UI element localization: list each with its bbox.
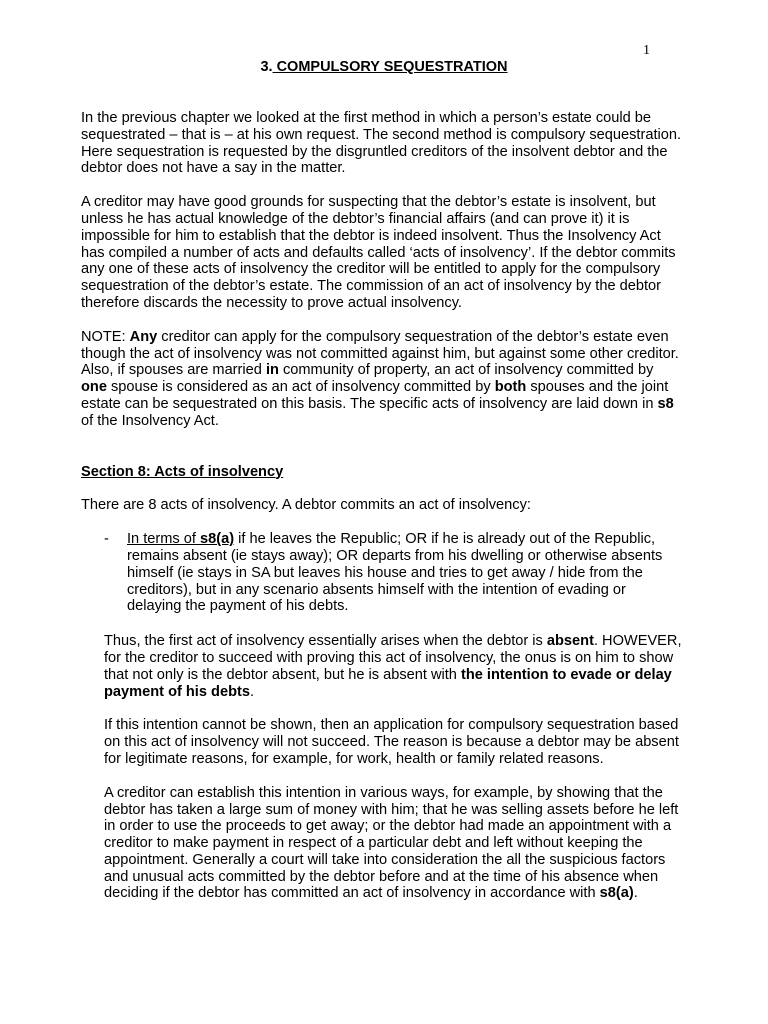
section-heading: Section 8: Acts of insolvency — [81, 463, 284, 480]
thus-text: Thus, the first act of insolvency essentially arises when the debtor is — [104, 633, 547, 650]
intention-paragraph: If this intention cannot be shown, then an application for compulsory sequestration based on this act of insolvency will not succeed. The reason is because a debtor may be absent for legitimate reasons, for example, for work, health or family related reasons. — [104, 717, 679, 767]
bullet-dash: - — [104, 531, 109, 548]
acts-paragraph: A creditor may have good grounds for suspecting that the debtor’s estate is insolvent, but unless he has actual knowledge of the debtor’s financial affairs (and can prove it) it is impossible for him to establish that the debtor is indeed insolvent. Thus the Insolvency Act has compiled a number of acts and defaults called ‘acts of insolvency’. If the debtor commits any one of these acts of insolvency the creditor will be entitled to apply for the compulsory sequestration of the debtor’s estate. The commission of an act of insolvency by the debtor therefore discards the necessity to prove actual insolvency. — [81, 194, 676, 311]
document-body — [81, 110, 683, 902]
page-number: 1 — [643, 43, 650, 58]
bullet-lead: In terms of — [127, 531, 200, 548]
page-title — [0, 59, 768, 75]
intro-paragraph: In the previous chapter we looked at the first method in which a person’s estate could be sequestrated – that is – at his own request. The second method is compulsory sequestration. Here sequestration is requested by the disgruntled creditors of the insolvent debtor and the debtor does not have a say in the matter. — [81, 110, 682, 177]
section-intro: There are 8 acts of insolvency. A debtor commits an act of insolvency: — [81, 497, 531, 514]
note-text: spouses and the joint estate can be sequestrated on this basis. The specific acts of insolvency are laid down in — [81, 379, 669, 412]
note-bold: Any — [129, 328, 158, 345]
thus-text: . — [249, 683, 255, 700]
note-text: of the Insolvency Act. — [81, 412, 219, 429]
bullet-section-ref: s8(a) — [200, 531, 235, 548]
chapter-number: 3. — [260, 59, 273, 75]
creditor-text: A creditor can establish this intention in various ways, for example, by showing that the debtor has taken a large sum of money with him; that he was selling assets before he left in order to use the proceeds to get away; or the debtor had made an appointment with a creditor to make payment in respect of a particular debt and left without keeping the appointment. Generally a court will take into consideration the all the suspicious factors and unusual acts committed by the debtor before and at the time of his absence when deciding if the debtor has committed an act of insolvency in accordance with — [104, 784, 679, 902]
thus-bold: the intention to evade or delay payment of his debts — [104, 666, 672, 700]
thus-paragraph — [104, 633, 683, 700]
creditor-bold: s8(a) — [599, 885, 634, 902]
note-bold: s8 — [657, 395, 674, 412]
note-bold: in — [265, 362, 279, 379]
note-text: creditor can apply for the compulsory sequestration of the debtor’s estate even though the act of insolvency was not committed against him, but against some other creditor. Also, if spouses are married — [81, 328, 679, 379]
list-item — [81, 531, 683, 615]
note-bold: one — [81, 379, 107, 396]
bullet-text: if he leaves the Republic; OR if he is already out of the Republic, remains absent (ie stays away); OR departs from his dwelling or otherwise absents himself (ie stays in SA but leaves his house and tries to get away / hide from the creditors), but in any scenario absents himself with the intention of evading or delaying the payment of his debts. — [127, 531, 663, 615]
note-paragraph — [81, 329, 683, 430]
creditor-text: . — [633, 885, 638, 902]
note-text: community of property, an act of insolvency committed by — [278, 362, 654, 379]
note-text: NOTE: — [81, 328, 130, 345]
note-text: spouse is considered as an act of insolvency committed by — [106, 379, 495, 396]
thus-text: . HOWEVER, for the creditor to succeed with proving this act of insolvency, the onus is on him to show that not only is the debtor absent, but he is absent with — [104, 633, 682, 683]
creditor-paragraph — [104, 785, 683, 903]
thus-bold: absent — [546, 633, 594, 650]
chapter-title: COMPULSORY SEQUESTRATION — [272, 59, 508, 75]
note-bold: both — [494, 379, 527, 396]
